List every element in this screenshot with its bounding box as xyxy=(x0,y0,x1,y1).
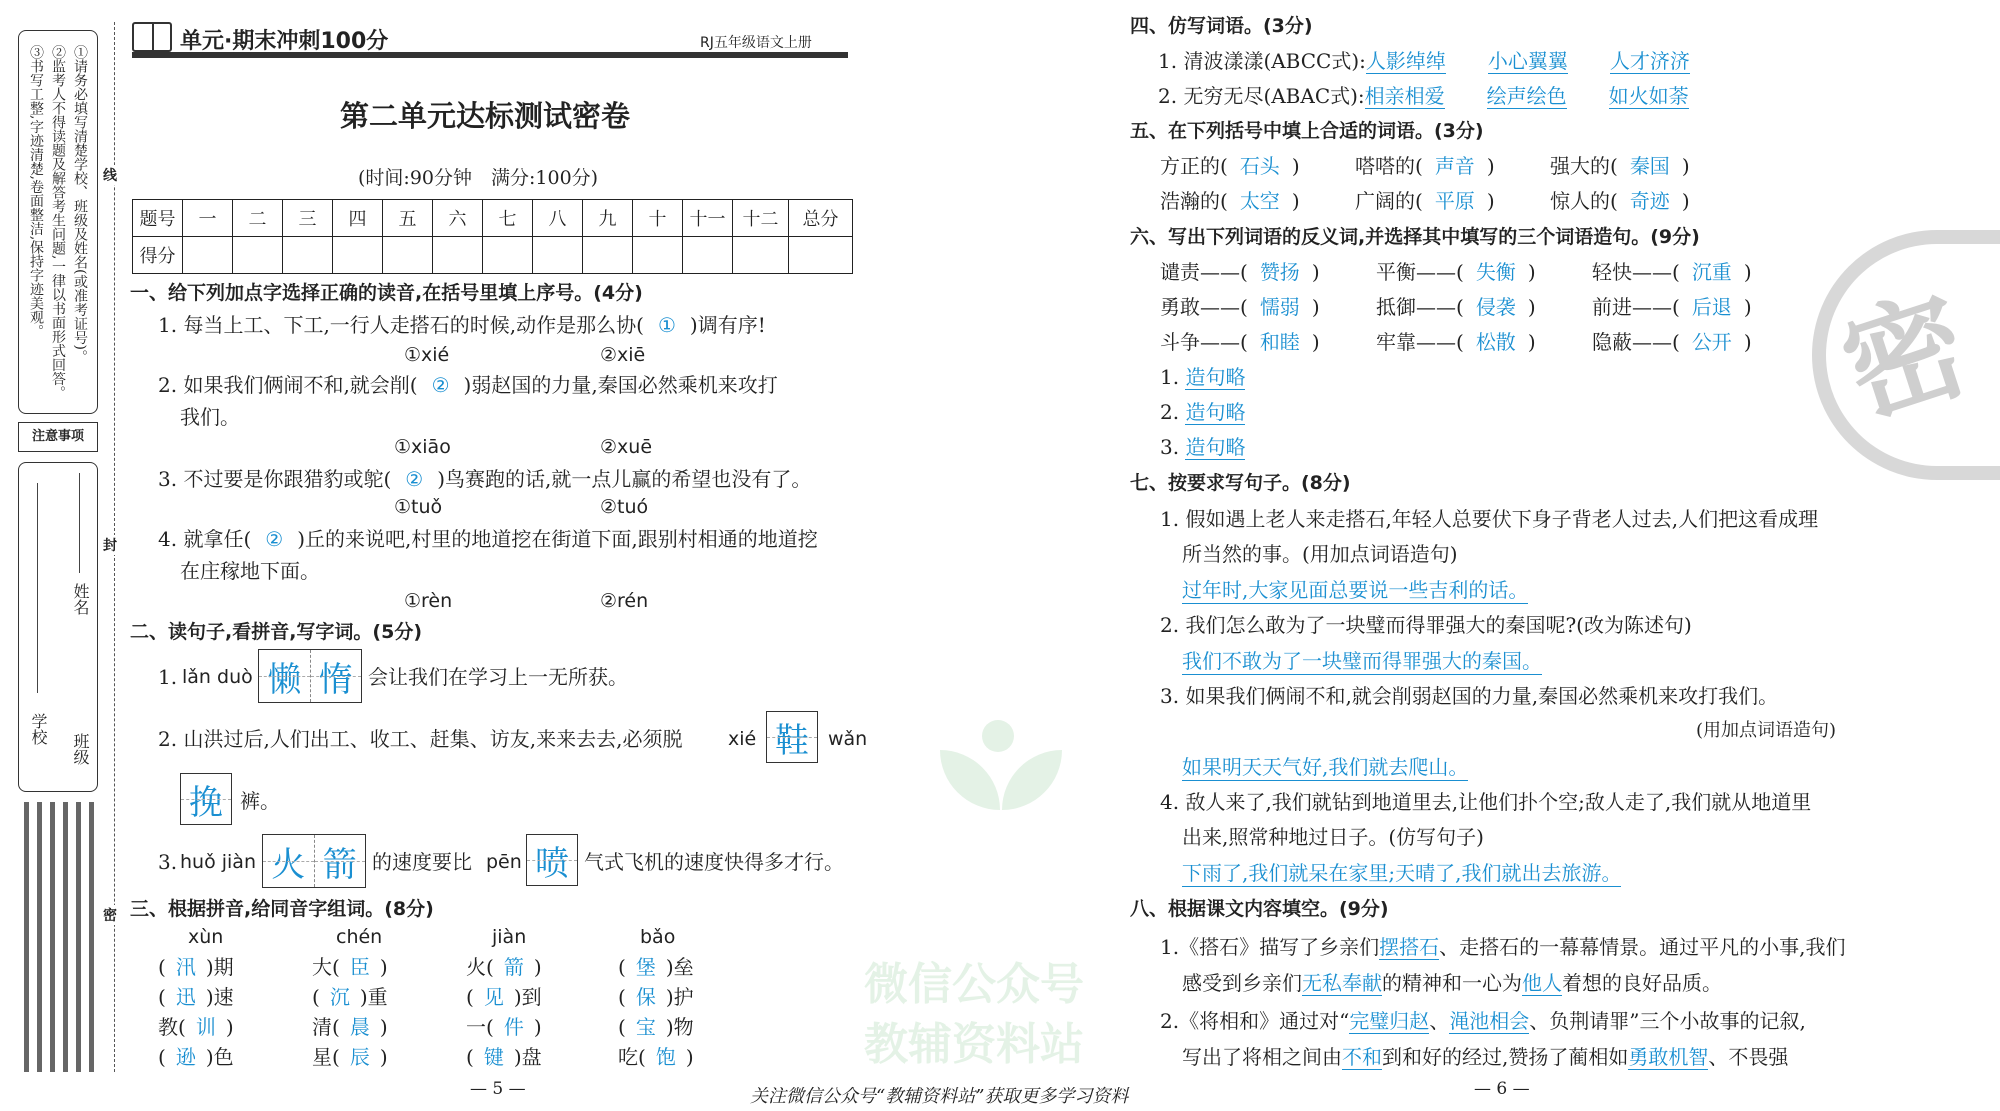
score-input[interactable] xyxy=(789,237,853,274)
score-table xyxy=(132,199,853,274)
q1-option: ①xiāo xyxy=(394,436,451,458)
q7-s1-line1: 1. 假如遇上老人来走搭石,年轻人总要伏下身子背老人过去,人们把这看成理 xyxy=(1160,507,1819,531)
q2-s2-char-grid xyxy=(766,711,818,763)
score-cell: 一 xyxy=(183,200,233,237)
q8-line-4: 写出了将相之间由不和到和好的经过,赞扬了蔺相如勇敢机智、不畏强 xyxy=(1182,1045,1789,1069)
book-icon xyxy=(132,22,172,52)
q5-cell: 强大的( 秦国 ) xyxy=(1550,154,1690,178)
q5-cell: 广阔的( 平原 ) xyxy=(1355,189,1495,213)
q7-title: 七、按要求写句子。(8分) xyxy=(1130,472,1351,494)
score-input[interactable] xyxy=(483,237,533,274)
answer: 如火如荼 xyxy=(1608,84,1689,108)
q5-cell: 方正的( 石头 ) xyxy=(1160,154,1300,178)
q2-s1-pinyin: lǎn duò xyxy=(182,666,253,688)
q7-s3: 3. 如果我们俩闹不和,就会削弱赵国的力量,秦国必然乘机来攻打我们。 xyxy=(1160,684,1779,708)
grid-char: 喷 xyxy=(527,835,577,885)
leaf-logo-icon xyxy=(930,720,1070,830)
q3-row: 大( 臣 ) xyxy=(312,955,388,979)
answer: 小心翼翼 xyxy=(1487,49,1568,73)
grid-char: 惰 xyxy=(310,650,362,702)
q2-s3-char-grid xyxy=(262,834,366,888)
q2-s3-pinyin: huǒ jiàn xyxy=(180,851,256,873)
score-cell: 五 xyxy=(383,200,433,237)
q3-row: ( 保 )护 xyxy=(618,985,694,1009)
q4-title: 四、仿写词语。(3分) xyxy=(1130,15,1313,37)
series-title: 单元·期末冲刺100分 xyxy=(180,29,389,54)
score-input[interactable] xyxy=(233,237,283,274)
score-input[interactable] xyxy=(683,237,733,274)
score-cell: 三 xyxy=(283,200,333,237)
q7-s3-answer: 如果明天天气好,我们就去爬山。 xyxy=(1182,755,1469,779)
q3-row: ( 堡 )垒 xyxy=(618,955,694,979)
q3-title: 三、根据拼音,给同音字组词。(8分) xyxy=(130,898,434,920)
info-box xyxy=(18,462,98,792)
q6-sentence: 1. 造句略 xyxy=(1160,365,1246,389)
score-input[interactable] xyxy=(533,237,583,274)
notice-box xyxy=(18,30,98,414)
q2-s2-tail: 裤。 xyxy=(240,789,280,813)
q3-row: 清( 晨 ) xyxy=(312,1015,388,1039)
q6-cell: 抵御——( 侵袭 ) xyxy=(1376,295,1536,319)
q6-cell: 前进——( 后退 ) xyxy=(1592,295,1752,319)
q3-row: 一( 件 ) xyxy=(466,1015,542,1039)
q6-cell: 隐蔽——( 公开 ) xyxy=(1592,330,1752,354)
q1-option: ②tuó xyxy=(600,496,649,518)
q6-cell: 平衡——( 失衡 ) xyxy=(1376,260,1536,284)
q3-row: ( 迅 )速 xyxy=(158,985,234,1009)
score-input[interactable] xyxy=(433,237,483,274)
q3-pinyin: bǎo xyxy=(640,926,676,948)
grid-char: 鞋 xyxy=(767,712,817,762)
notice-rule-1: ①请务必填写清楚学校、班级及姓名(或准考证号)。 xyxy=(72,45,88,364)
q1-item-2-line2: 我们。 xyxy=(180,405,240,429)
page-title: 第二单元达标测试密卷 xyxy=(340,99,631,133)
q2-s2-text: 2. 山洪过后,人们出工、收工、赶集、访友,来来去去,必须脱 xyxy=(158,727,683,751)
q7-s1-answer: 过年时,大家见面总要说一些吉利的话。 xyxy=(1182,578,1529,602)
q7-s4-line1: 4. 敌人来了,我们就钻到地道里去,让他们扑个空;敌人走了,我们就从地道里 xyxy=(1160,790,1812,814)
q1-option: ①tuǒ xyxy=(394,496,443,518)
grid-char: 懒 xyxy=(259,650,310,702)
watermark-line-1: 微信公众号 xyxy=(864,959,1084,1010)
q7-s4-answer: 下雨了,我们就呆在家里;天晴了,我们就出去旅游。 xyxy=(1182,861,1622,885)
q5-cell: 浩瀚的( 太空 ) xyxy=(1160,189,1300,213)
q2-s1-text: 会让我们在学习上一无所获。 xyxy=(368,665,628,689)
q5-cell: 惊人的( 奇迹 ) xyxy=(1550,189,1690,213)
q6-sentence: 3. 造句略 xyxy=(1160,435,1246,459)
q4-row-1: 1. 清波漾漾(ABCC式):人影绰绰 小心翼翼 人才济济 xyxy=(1158,49,1690,73)
q7-s2-answer: 我们不敢为了一块璧而得罪强大的秦国。 xyxy=(1182,649,1542,673)
q1-title: 一、给下列加点字选择正确的读音,在括号里填上序号。(4分) xyxy=(130,282,643,304)
score-cell: 二 xyxy=(233,200,283,237)
q1-option: ②xuē xyxy=(600,436,653,458)
q1-item-4: 4. 就拿任( ② )丘的来说吧,村里的地道挖在街道下面,跟别村相通的地道挖 xyxy=(158,527,818,551)
score-cell: 八 xyxy=(533,200,583,237)
q1-item-4-line2: 在庄稼地下面。 xyxy=(180,559,320,583)
score-cell: 十 xyxy=(633,200,683,237)
q1-item-3: 3. 不过要是你跟猎豹或鸵( ② )鸟赛跑的话,就一点儿赢的希望也没有了。 xyxy=(158,467,812,491)
q4-row-2: 2. 无穷无尽(ABAC式):相亲相爱 绘声绘色 如火如荼 xyxy=(1158,84,1689,108)
q2-s2-char-grid xyxy=(180,773,232,825)
q7-s2: 2. 我们怎么敢为了一块璧而得罪强大的秦国呢?(改为陈述句) xyxy=(1160,613,1692,637)
score-input[interactable] xyxy=(283,237,333,274)
q8-line-1: 1.《搭石》描写了乡亲们摆搭石、走搭石的一幕幕情景。通过平凡的小事,我们 xyxy=(1160,935,1846,959)
q3-row: ( 沉 )重 xyxy=(312,985,388,1009)
q5-cell: 嗒嗒的( 声音 ) xyxy=(1355,154,1495,178)
score-cell: 十二 xyxy=(733,200,789,237)
notice-title: 注意事项 xyxy=(18,422,98,452)
q2-s3-pinyin: pēn xyxy=(486,851,522,873)
score-cell: 总分 xyxy=(789,200,853,237)
answer: ② xyxy=(265,527,284,551)
score-cell: 四 xyxy=(333,200,383,237)
answer: 人影绰绰 xyxy=(1365,49,1446,73)
footer-note: 关注微信公众号“教辅资料站”获取更多学习资料 xyxy=(750,1086,1129,1107)
score-input[interactable] xyxy=(633,237,683,274)
q2-s2-pinyin: wǎn xyxy=(828,728,868,750)
score-table-score-row xyxy=(133,237,853,274)
q3-pinyin: xùn xyxy=(188,926,224,948)
q7-s4-line2: 出来,照常种地过日子。(仿写句子) xyxy=(1182,825,1484,849)
cut-mark-line: 线 xyxy=(103,165,117,185)
watermark-line-2: 教辅资料站 xyxy=(864,1019,1084,1070)
cut-mark-seal: 封 xyxy=(103,535,117,555)
binding-stripes xyxy=(24,802,96,1072)
q1-option: ②xiē xyxy=(600,344,646,366)
q6-cell: 勇敢——( 懦弱 ) xyxy=(1160,295,1320,319)
q2-s3-text: 的速度要比 xyxy=(372,850,472,874)
q8-title: 八、根据课文内容填空。(9分) xyxy=(1130,898,1389,920)
score-input[interactable] xyxy=(583,237,633,274)
q3-row: ( 逊 )色 xyxy=(158,1045,234,1069)
answer: 相亲相爱 xyxy=(1364,84,1445,108)
q1-item-1: 1. 每当上工、下工,一行人走搭石的时候,动作是那么协( ① )调有序! xyxy=(158,313,766,337)
score-input[interactable] xyxy=(333,237,383,274)
header-banner xyxy=(132,22,848,58)
q3-row: 火( 箭 ) xyxy=(466,955,542,979)
secret-stamp xyxy=(1812,230,2000,480)
q1-option: ②rén xyxy=(600,590,649,612)
score-cell: 九 xyxy=(583,200,633,237)
q3-row: 教( 训 ) xyxy=(158,1015,234,1039)
class-label: 班级 xyxy=(71,733,90,765)
q3-row: ( 见 )到 xyxy=(466,985,542,1009)
notice-rule-3: ③书写工整,字迹清楚,卷面整洁,保持字迹美观。 xyxy=(28,45,44,339)
answer: ② xyxy=(431,373,450,397)
name-label: 姓名 xyxy=(71,583,90,615)
watermark xyxy=(850,720,1150,1100)
score-cell: 得分 xyxy=(133,237,183,274)
q2-s1-num: 1. xyxy=(158,665,178,689)
score-cell: 七 xyxy=(483,200,533,237)
q6-cell: 谴责——( 赞扬 ) xyxy=(1160,260,1320,284)
binding-strip xyxy=(14,22,104,1072)
answer: 人才济济 xyxy=(1609,49,1690,73)
q3-pinyin: jiàn xyxy=(492,926,527,948)
q3-row: 吃( 饱 ) xyxy=(618,1045,694,1069)
q6-title: 六、写出下列词语的反义词,并选择其中填写的三个词语造句。(9分) xyxy=(1130,226,1700,248)
q1-option: ①rèn xyxy=(404,590,453,612)
q3-row: 星( 辰 ) xyxy=(312,1045,388,1069)
answer: 绘声绘色 xyxy=(1486,84,1567,108)
q6-cell: 牢靠——( 松散 ) xyxy=(1376,330,1536,354)
page-number-right: — 6 — xyxy=(1474,1079,1530,1099)
score-input[interactable] xyxy=(183,237,233,274)
cut-mark-secret: 密 xyxy=(103,905,117,925)
grid-char: 挽 xyxy=(181,774,231,824)
q3-row: ( 键 )盘 xyxy=(466,1045,542,1069)
q6-cell: 轻快——( 沉重 ) xyxy=(1592,260,1752,284)
q2-s3-num: 3. xyxy=(158,850,178,874)
q2-s3-tail: 气式飞机的速度快得多才行。 xyxy=(584,850,844,874)
q7-s1-line2: 所当然的事。(用加点词语造句) xyxy=(1182,542,1458,566)
q8-line-2: 感受到乡亲们无私奉献的精神和一心为他人着想的良好品质。 xyxy=(1182,971,1722,995)
grade-label: RJ五年级语文上册 xyxy=(700,35,812,51)
q5-title: 五、在下列括号中填上合适的词语。(3分) xyxy=(1130,120,1484,142)
score-cell: 六 xyxy=(433,200,483,237)
school-label: 学校 xyxy=(29,713,48,745)
score-cell: 十一 xyxy=(683,200,733,237)
answer: ② xyxy=(405,467,424,491)
notice-rule-2: ②监考人不得读题及解答考生问题,一律以书面形式回答。 xyxy=(50,45,66,400)
q6-sentence: 2. 造句略 xyxy=(1160,400,1246,424)
q2-title: 二、读句子,看拼音,写字词。(5分) xyxy=(130,621,423,643)
score-table-header-row xyxy=(133,200,853,237)
exam-meta: (时间:90分钟 满分:100分) xyxy=(358,167,599,189)
q2-s2-pinyin: xié xyxy=(728,728,757,750)
q3-pinyin: chén xyxy=(336,926,383,948)
q3-row: ( 汛 )期 xyxy=(158,955,234,979)
q8-line-3: 2.《将相和》通过对“完璧归赵、渑池相会、负荆请罪”三个小故事的记叙, xyxy=(1160,1009,1806,1033)
score-input[interactable] xyxy=(733,237,789,274)
q7-s3-requirement: (用加点词语造句) xyxy=(1696,720,1837,741)
q1-item-2: 2. 如果我们俩闹不和,就会削( ② )弱赵国的力量,秦国必然乘机来攻打 xyxy=(158,373,778,397)
secret-stamp-char: 密 xyxy=(1827,273,1985,444)
grid-char: 火 xyxy=(263,835,314,887)
q2-s3-char-grid xyxy=(526,834,578,886)
score-input[interactable] xyxy=(383,237,433,274)
q6-cell: 斗争——( 和睦 ) xyxy=(1160,330,1320,354)
score-cell: 题号 xyxy=(133,200,183,237)
page-number-left: — 5 — xyxy=(470,1079,526,1099)
q1-option: ①xié xyxy=(404,344,450,366)
grid-char: 箭 xyxy=(314,835,366,887)
q3-row: ( 宝 )物 xyxy=(618,1015,694,1039)
answer: ① xyxy=(657,313,676,337)
q2-s1-char-grid xyxy=(258,649,362,703)
